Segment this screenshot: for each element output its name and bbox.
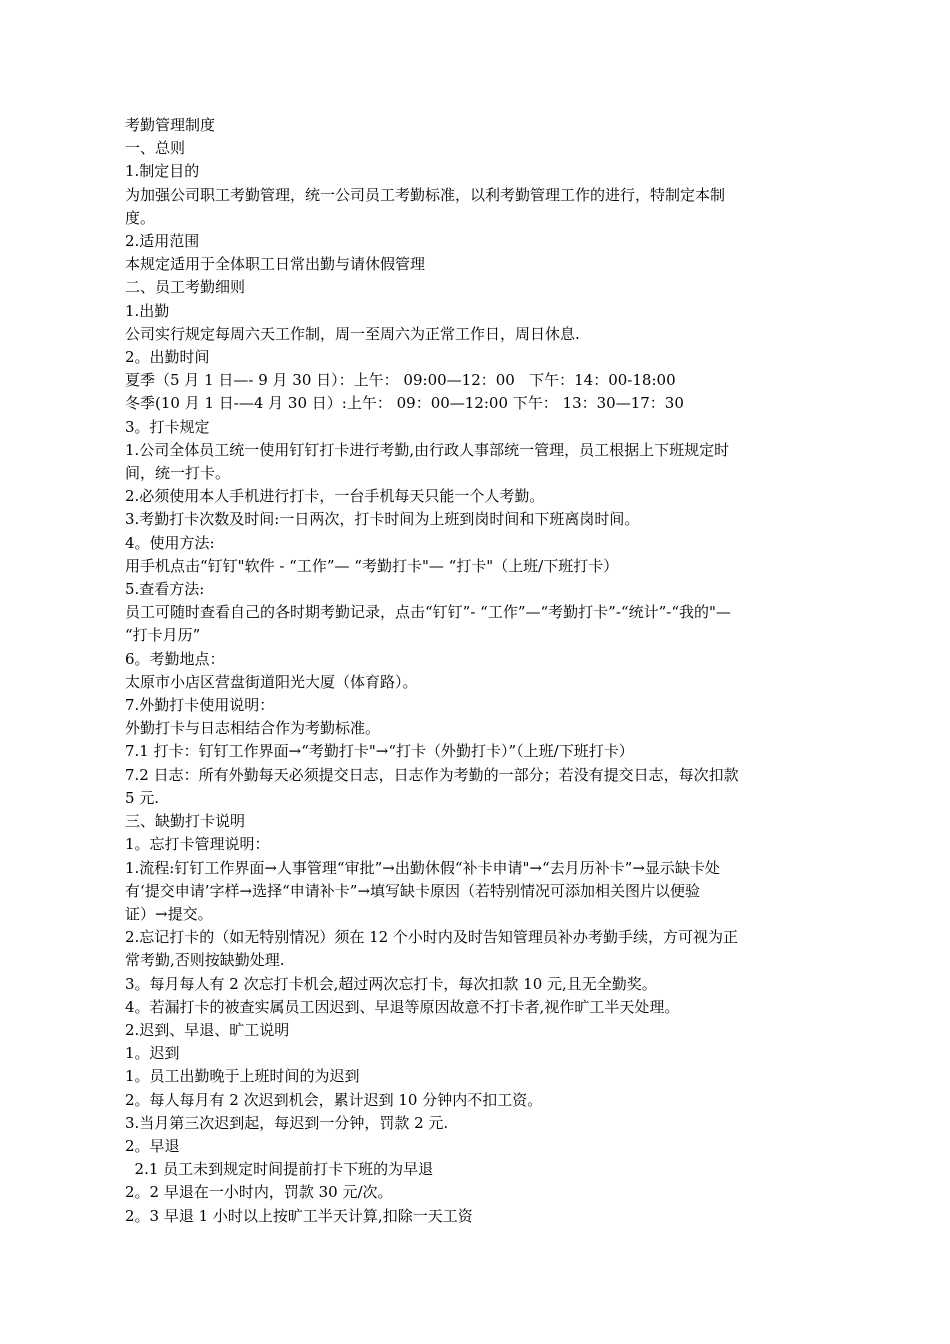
paragraph-line: 5 元. [125,788,160,807]
subsection-heading: 1。忘打卡管理说明： [125,835,270,854]
paragraph-line: 7.1 打卡：钉钉工作界面→“考勤打卡"→“打卡（外勤打卡）”（上班/下班打卡） [125,742,634,761]
subsection-heading: 1.出勤 [125,301,170,320]
paragraph-line: 2。3 早退 1 小时以上按旷工半天计算,扣除一天工资 [125,1206,473,1225]
paragraph-line: 7.2 日志：所有外勤每天必须提交日志，日志作为考勤的一部分；若没有提交日志，每次扣款 [125,765,739,784]
section-heading: 三、缺勤打卡说明 [125,812,246,831]
section-heading: 一、总则 [125,139,186,158]
paragraph-line: 2.必须使用本人手机进行打卡，一台手机每天只能一个人考勤。 [125,487,545,506]
subsection-heading: 2。早退 [125,1136,180,1155]
paragraph-line: 常考勤,否则按缺勤处理. [125,951,285,970]
subsection-heading: 6。考勤地点： [125,649,225,668]
paragraph-line: 2.1 员工未到规定时间提前打卡下班的为早退 [125,1160,434,1179]
subsection-heading: 5.查看方法: [125,580,205,599]
subsection-heading: 3。打卡规定 [125,417,210,436]
paragraph-line: 用手机点击“钉钉"软件 - “工作”— “考勤打卡"— “打卡"（上班/下班打卡） [125,556,619,575]
subsection-heading: 1.制定目的 [125,162,200,181]
subsection-heading: 2。出勤时间 [125,348,210,367]
paragraph-line: 1.流程:钉钉工作界面→人事管理“审批”→出勤休假“补卡申请"→“去月历补卡”→显示缺卡处 [125,858,720,877]
subsection-heading: 4。使用方法: [125,533,215,552]
paragraph-line: 2.忘记打卡的（如无特别情况）须在 12 个小时内及时告知管理员补办考勤手续，方可视为正 [125,928,738,947]
subsection-heading: 2.适用范围 [125,232,200,251]
paragraph-line: 外勤打卡与日志相结合作为考勤标准。 [125,719,381,738]
document-body [125,114,840,1228]
paragraph-line: 夏季（5 月 1 日—- 9 月 30 日）：上午： 09:00—12：00 下午：14：00-18:00 [125,371,676,390]
paragraph-line: 1。员工出勤晚于上班时间的为迟到 [125,1067,360,1086]
section-heading: 二、员工考勤细则 [125,278,246,297]
paragraph-line: “打卡月历” [125,626,201,645]
paragraph-line: 员工可随时查看自己的各时期考勤记录，点击“钉钉”- “工作”—“考勤打卡”-“统计”-“我的"— [125,603,731,622]
subsection-heading: 7.外勤打卡使用说明： [125,696,275,715]
paragraph-line: 证）→提交。 [125,904,213,923]
paragraph-line: 为加强公司职工考勤管理，统一公司员工考勤标准，以利考勤管理工作的进行，特制定本制 [125,185,726,204]
paragraph-line: 3。每月每人有 2 次忘打卡机会,超过两次忘打卡，每次扣款 10 元,且无全勤奖。 [125,974,657,993]
paragraph-line: 本规定适用于全体职工日常出勤与请休假管理 [125,255,426,274]
paragraph-line: 2。每人每月有 2 次迟到机会，累计迟到 10 分钟内不扣工资。 [125,1090,543,1109]
paragraph-line: 公司实行规定每周六天工作制，周一至周六为正常工作日，周日休息. [125,324,580,343]
subsection-heading: 2.迟到、早退、旷工说明 [125,1020,290,1039]
paragraph-line: 间，统一打卡。 [125,464,231,483]
subsection-heading: 1。迟到 [125,1044,180,1063]
paragraph-line: 冬季(10 月 1 日-—4 月 30 日）:上午： 09：00—12:00 下午： 13：30—17：30 [125,394,684,413]
paragraph-line: 3.当月第三次迟到起，每迟到一分钟，罚款 2 元. [125,1113,449,1132]
paragraph-line: 2。2 早退在一小时内，罚款 30 元/次。 [125,1183,393,1202]
paragraph-line: 4。若漏打卡的被查实属员工因迟到、早退等原因故意不打卡者,视作旷工半天处理。 [125,997,680,1016]
paragraph-line: 太原市小店区营盘街道阳光大厦（体育路）。 [125,672,418,691]
paragraph-line: 有‘提交申请’字样→选择“申请补卡”→填写缺卡原因（若特别情况可添加相关图片以便验 [125,881,701,900]
paragraph-line: 1.公司全体员工统一使用钉钉打卡进行考勤,由行政人事部统一管理，员工根据上下班规定时 [125,440,730,459]
document-title: 考勤管理制度 [125,116,216,134]
paragraph-line: 3.考勤打卡次数及时间:一日两次，打卡时间为上班到岗时间和下班离岗时间。 [125,510,640,529]
paragraph-line: 度。 [125,208,156,227]
